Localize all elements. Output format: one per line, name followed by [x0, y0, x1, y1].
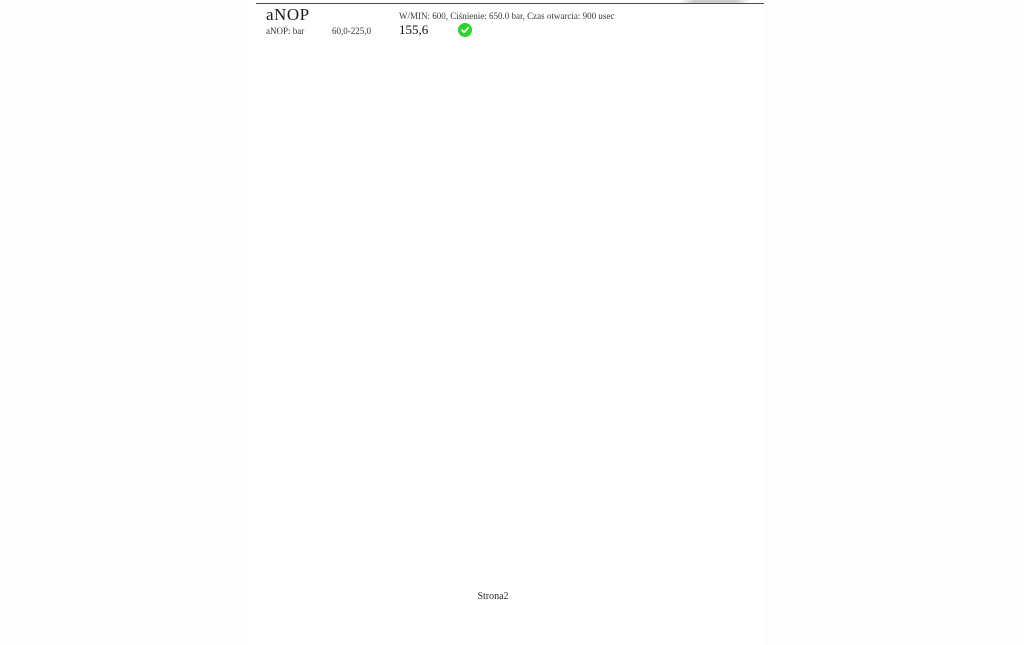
test-conditions-text: W/MIN: 600, Ciśnienie: 650.0 bar, Czas otwarcia: 900 usec — [399, 11, 615, 21]
measurement-row — [248, 22, 764, 40]
report-page — [248, 0, 764, 645]
page-number-label: Strona2 — [477, 591, 509, 602]
measurement-value: 155,6 — [399, 22, 429, 37]
page-title: aNOP — [266, 5, 310, 24]
header-divider — [256, 3, 764, 4]
check-circle-icon — [458, 23, 472, 37]
measurement-range: 60,0-225,0 — [332, 26, 371, 36]
measurement-label: aNOP: bar — [266, 26, 305, 36]
